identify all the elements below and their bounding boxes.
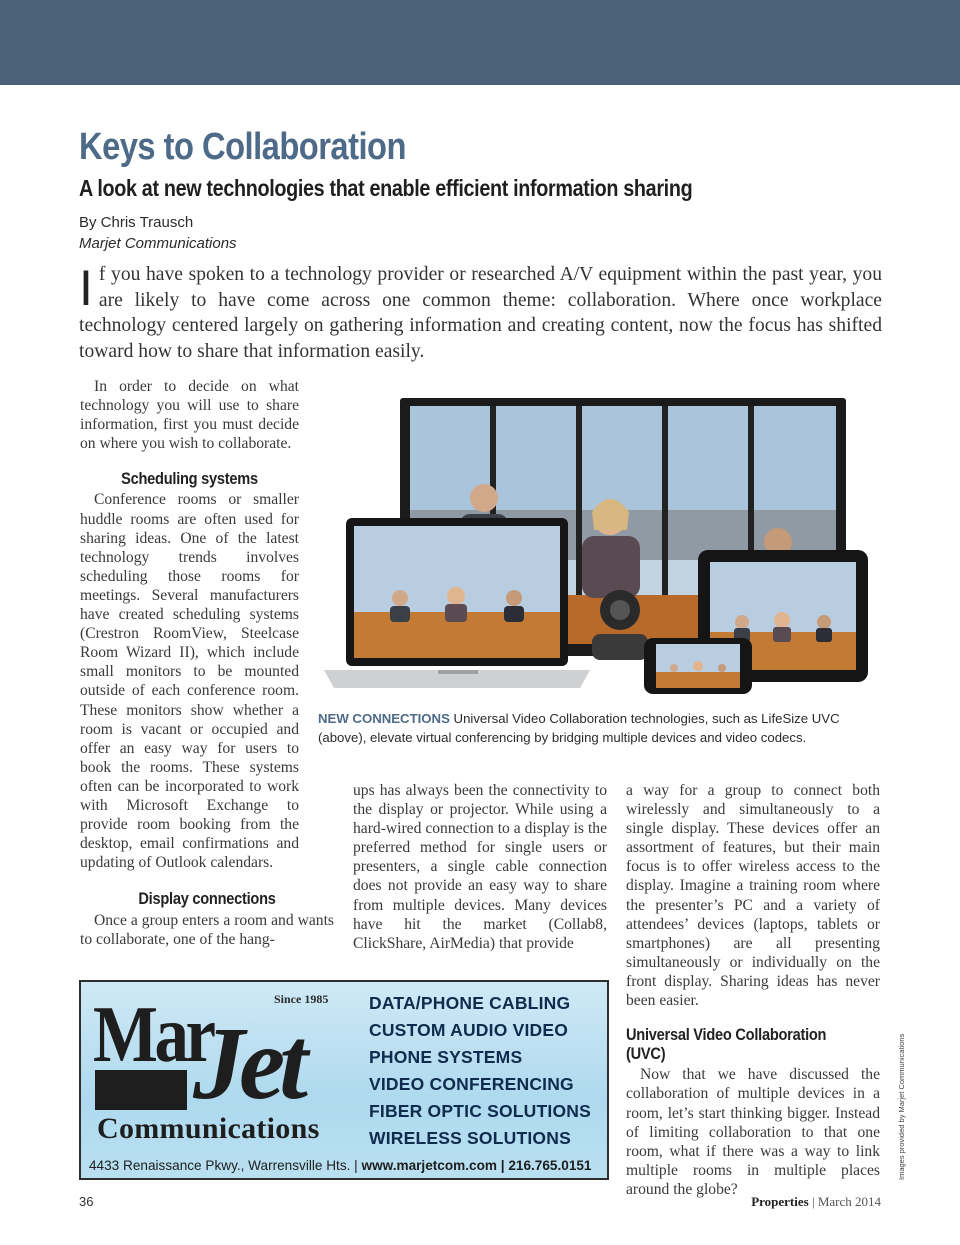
header-bar xyxy=(0,0,960,85)
section-heading-display: Display connections xyxy=(138,889,276,908)
paragraph: Now that we have discussed the collaboration of multiple devices in a room, let’s start thinking bigger. Instead of limiting collaboration to that one room, what if there was a way to link multiple rooms in multiple places around the globe? xyxy=(626,1066,880,1198)
byline: By Chris Trausch xyxy=(79,214,194,231)
paragraph: Conference rooms or smaller huddle rooms are often used for sharing ideas. One of the latest technology trends involves scheduling those rooms for meetings. Several manufacturers have created scheduling systems (Crestron RoomView, Steelcase Room Wizard II), which include small monitors to be mounted outside of each conference room. These monitors show whether a room is vacant or occupied and offer an easy way for users to book the rooms. These systems often can be incorporated to work with Microsoft Exchange to provide room booking from the desktop, email confirmations and updating of Outlook calendars. xyxy=(80,491,299,872)
section-heading-uvc: Universal Video Collaboration (UVC) xyxy=(626,1025,827,1064)
photo-caption xyxy=(318,710,888,747)
ad-website-link[interactable]: www.marjetcom.com xyxy=(361,1158,497,1173)
caption-lead: NEW CONNECTIONS xyxy=(318,711,450,726)
logo-mar: Mar xyxy=(93,991,213,1079)
column-1-top xyxy=(80,377,299,872)
intro-text: f you have spoken to a technology provider or researched A/V equipment within the past year, you are likely to have come across one common theme: collaboration. Where once workplace technology centered largely on gathering information and creating content, now the focus has shifted toward how to share that information easily. xyxy=(79,264,882,362)
ad-phone: | 216.765.0151 xyxy=(496,1158,592,1173)
magazine-footer xyxy=(751,1194,881,1210)
service-item: FIBER OPTIC SOLUTIONS xyxy=(369,1101,591,1121)
column-2 xyxy=(353,781,607,953)
paragraph: Once a group enters a room and wants to collaborate, one of the hang- xyxy=(80,912,334,949)
paragraph: a way for a group to connect both wirelessly and simultaneously to a single display. These devices offer an assortment of features, but their main focus is to offer wireless access to the display. Imagine a training room where the presenter’s PC and a variety of attendees’ devices (laptops, tablets or smartphones) are all presenting simultaneously or individually on the front display. Sharing ideas has never been easier. xyxy=(626,782,880,1010)
service-item: CUSTOM AUDIO VIDEO xyxy=(369,1020,569,1040)
caption-text: Universal Video Collaboration technologies, such as LifeSize UVC (above), elevate virtual conferencing by bridging multiple devices and video codecs. xyxy=(318,711,840,745)
page-number: 36 xyxy=(79,1194,94,1209)
column-1-bottom xyxy=(80,889,334,949)
service-item: DATA/PHONE CABLING xyxy=(369,993,571,1013)
issue-date: | March 2014 xyxy=(808,1194,881,1209)
ad-contact-line xyxy=(89,1158,592,1173)
paragraph: In order to decide on what technology you will use to share information, first you must decide on where you wish to collaborate. xyxy=(80,378,299,453)
logo-communications: Communications xyxy=(97,1112,320,1145)
image-credit: Images provided by Marjet Communications xyxy=(897,1033,906,1180)
logo-jet: Jet xyxy=(193,1006,303,1121)
paragraph: ups has always been the connectivity to the display or projector. While using a hard-wired connection to a display is the preferred method for single users or presenters, a single cable connection does not provide an easy way to share from multiple devices. Many devices have hit the market (Collab8, ClickShare, AirMedia) that provide xyxy=(353,782,607,952)
intro-paragraph xyxy=(79,262,882,364)
magazine-name: Properties xyxy=(751,1194,809,1209)
service-item: WIRELESS SOLUTIONS xyxy=(369,1128,571,1148)
ad-address: 4433 Renaissance Pkwy., Warrensville Hts. | xyxy=(89,1158,362,1173)
article-subtitle: A look at new technologies that enable efficient information sharing xyxy=(79,175,693,201)
section-heading-scheduling: Scheduling systems xyxy=(121,469,258,489)
column-3 xyxy=(626,781,880,1199)
ad-since-year: Since 1985 xyxy=(274,992,329,1006)
video-conference-photo xyxy=(318,390,880,700)
service-item: PHONE SYSTEMS xyxy=(369,1047,523,1067)
services-list xyxy=(369,990,591,1152)
service-item: VIDEO CONFERENCING xyxy=(369,1074,574,1094)
marjet-advertisement[interactable] xyxy=(79,980,609,1180)
author-organization: Marjet Communications xyxy=(79,235,237,252)
drop-cap: I xyxy=(79,260,93,316)
article-title: Keys to Collaboration xyxy=(79,126,406,168)
